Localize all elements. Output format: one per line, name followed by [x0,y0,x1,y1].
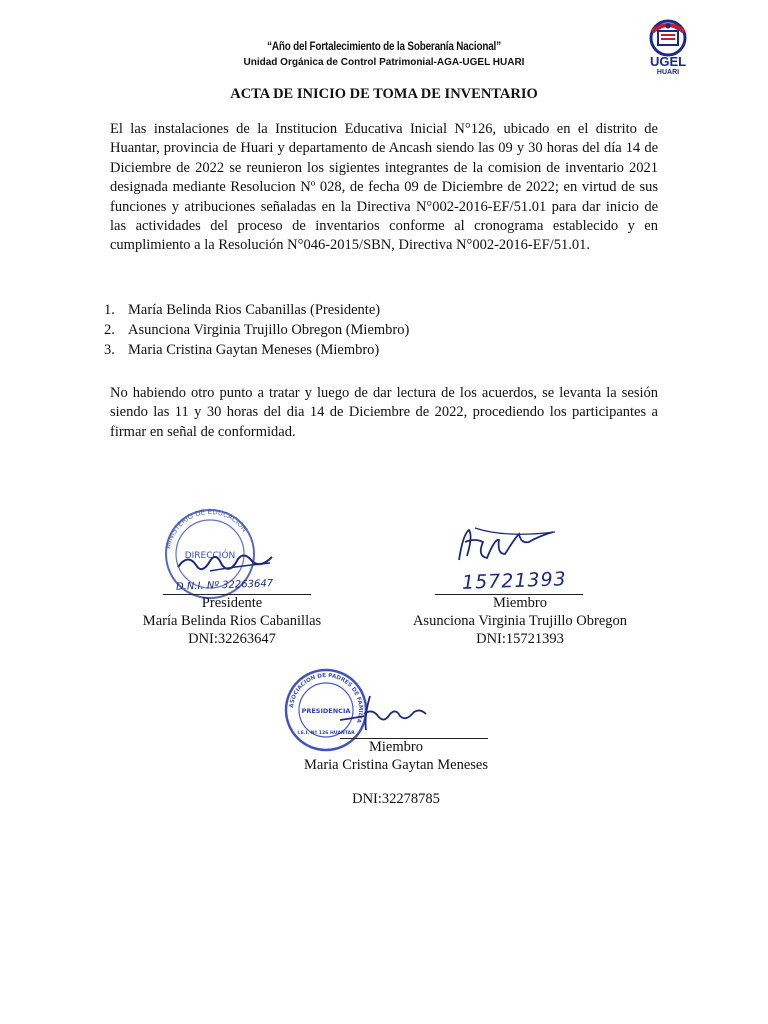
member1-role: Miembro [493,595,547,611]
list-item-text: Asunciona Virginia Trujillo Obregon (Miembro) [128,322,410,338]
stamp-ring-text: ASOCIACIÓN DE PADRES DE FAMILIA [289,672,364,724]
document-title: ACTA DE INICIO DE TOMA DE INVENTARIO [230,86,538,102]
closing-paragraph: No habiendo otro punto a tratar y luego de dar lectura de los acuerdos, se levanta la sesión siendo las 11 y 30 horas del dia 14 de Diciembre de 2022, procediendo los participantes a firmar en señal de conformidad. [110,385,658,440]
member1-handwritten-dni: 15721393 [461,568,568,594]
president-dni: DNI:32263647 [188,631,276,647]
list-item-number: 1. [104,302,115,318]
stamp-center-text: PRESIDENCIA [301,707,351,715]
svg-text:MINISTERIO DE EDUCACIÓN [164,508,248,549]
stamp-ring-text: MINISTERIO DE EDUCACIÓN [164,507,249,550]
logo-main-text: UGEL [649,54,687,69]
member1-dni: DNI:15721393 [476,631,564,647]
header-motto: “Año del Fortalecimiento de la Soberanía Nacional” [267,41,501,53]
member1-signature [445,520,575,572]
president-role: Presidente [201,595,263,611]
list-item-text: Maria Cristina Gaytan Meneses (Miembro) [128,342,380,358]
list-item-number: 3. [104,342,115,358]
list-item [104,340,409,360]
member2-role: Miembro [369,739,423,755]
member1-name: Asunciona Virginia Trujillo Obregon [412,613,628,629]
header-unit: Unidad Orgánica de Control Patrimonial-AGA-UGEL HUARI [243,57,525,68]
list-item-number: 2. [104,322,115,338]
member2-signature [330,690,440,740]
stamp-bottom-text: I.E.I. Nº 126 HUANTAR [297,731,355,736]
list-item [104,320,409,340]
president-handwritten-dni: D.N.I. Nº 32263647 [175,578,274,593]
stamp-center-text: DIRECCIÓN [184,551,236,561]
member2-dni: DNI:32278785 [352,791,440,807]
member2-signature-block [274,738,518,808]
president-name: María Belinda Rios Cabanillas [142,613,322,629]
list-item-text: María Belinda Rios Cabanillas (Presidente) [128,302,381,318]
members-list [104,300,409,360]
logo-sub-text: HUARI [656,69,680,76]
intro-paragraph: El las instalaciones de la Institucion Educativa Inicial N°126, ubicado en el distrito de Huantar, provincia de Huari y departamento de Ancash siendo las 09 y 30 horas del día 14 de Diciembre de 2022 se reunieron los sigientes integrantes de la comision de inventario 2021 designada mediante Resolucion Nº 028, de fecha 09 de Diciembre de 2022; en virtud de sus funciones y atribuciones señaladas en la Directiva N°002-2016-EF/51.01 para dar inicio de las actividades del proceso de inventarios conforme al cronograma establecido y en cumplimiento a la Resolución N°046-2015/SBN, Directiva N°002-2016-EF/51.01. [110,121,658,254]
member1-signature-block [386,594,654,648]
ugel-emblem-icon [638,18,698,58]
member2-name: Maria Cristina Gaytan Meneses [303,757,489,773]
ugel-logo [638,18,698,80]
president-signature-block [110,594,354,648]
list-item [104,300,409,320]
